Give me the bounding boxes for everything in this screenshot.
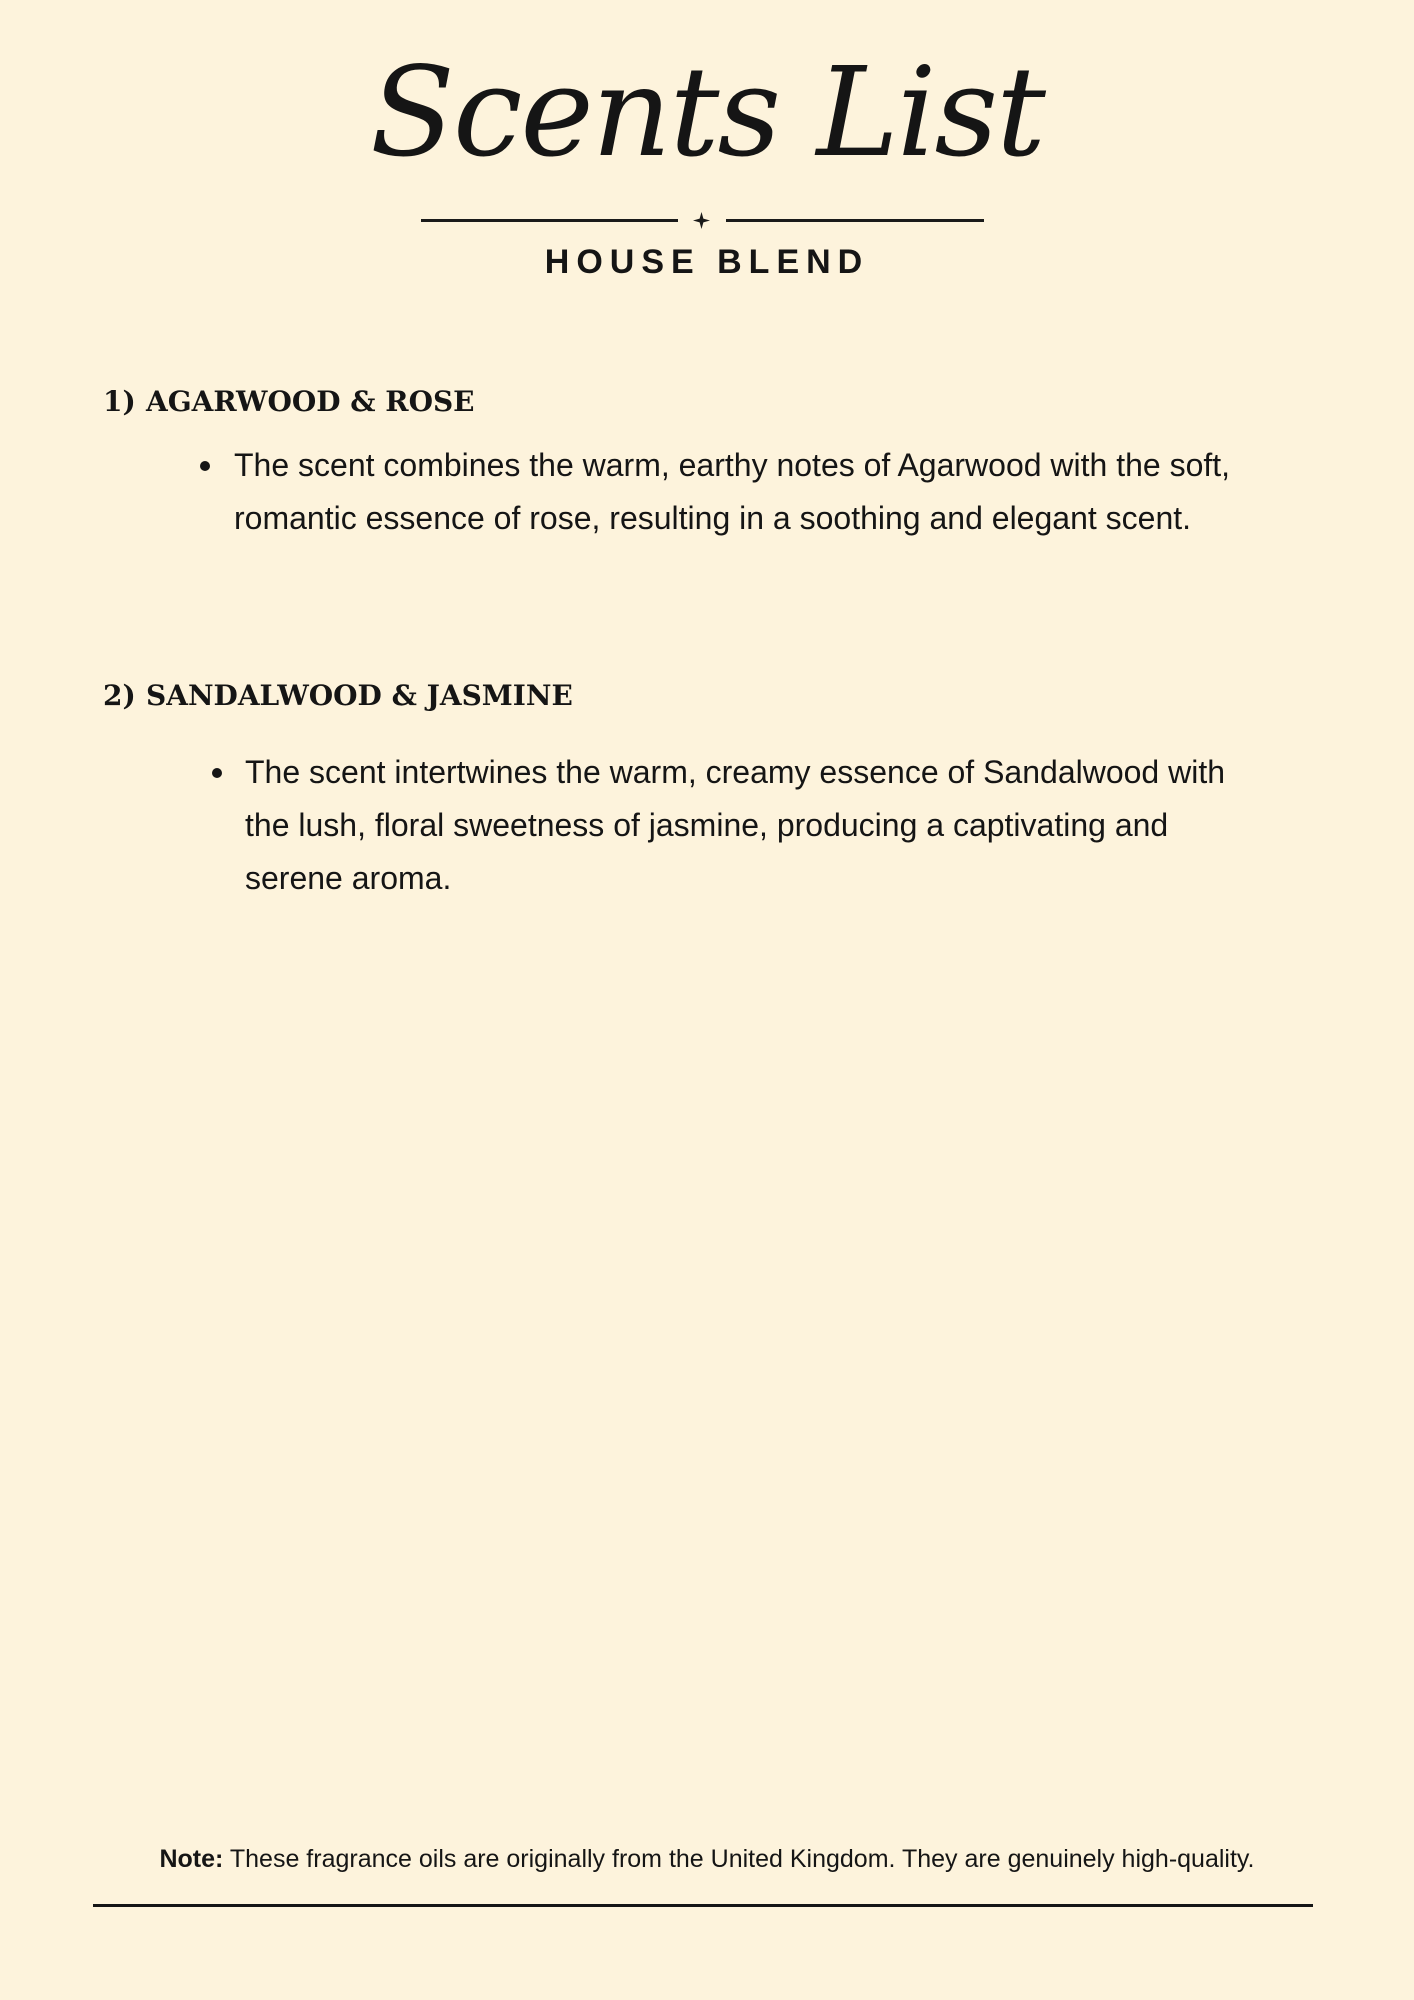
scent-number: 2) xyxy=(103,679,136,712)
scent-name: AGARWOOD & ROSE xyxy=(146,385,475,418)
bullet-icon xyxy=(200,461,210,471)
page-title: Scents List xyxy=(370,41,1044,185)
sparkle-icon xyxy=(693,212,710,229)
scent-name: SANDALWOOD & JASMINE xyxy=(146,679,573,712)
scent-description: The scent intertwines the warm, creamy essence of Sandalwood with the lush, floral sweetness of jasmine, producing a captivating and serene aroma. xyxy=(245,754,1226,896)
scent-heading xyxy=(103,382,475,422)
page-subtitle: HOUSE BLEND xyxy=(544,243,870,281)
footer-divider xyxy=(93,1904,1313,1907)
bullet-icon xyxy=(212,768,222,778)
title-divider-left xyxy=(421,219,678,222)
note-text: These fragrance oils are originally from the United Kingdom. They are genuinely high-quality. xyxy=(229,1845,1255,1873)
scent-description: The scent combines the warm, earthy notes of Agarwood with the soft, romantic essence of rose, resulting in a soothing and elegant scent. xyxy=(234,447,1231,536)
note-label: Note: xyxy=(159,1845,224,1873)
footer-note xyxy=(0,1838,1414,1880)
scent-number: 1) xyxy=(103,385,136,418)
title-divider-right xyxy=(726,219,984,222)
scent-heading xyxy=(103,676,573,716)
header xyxy=(0,0,1414,300)
